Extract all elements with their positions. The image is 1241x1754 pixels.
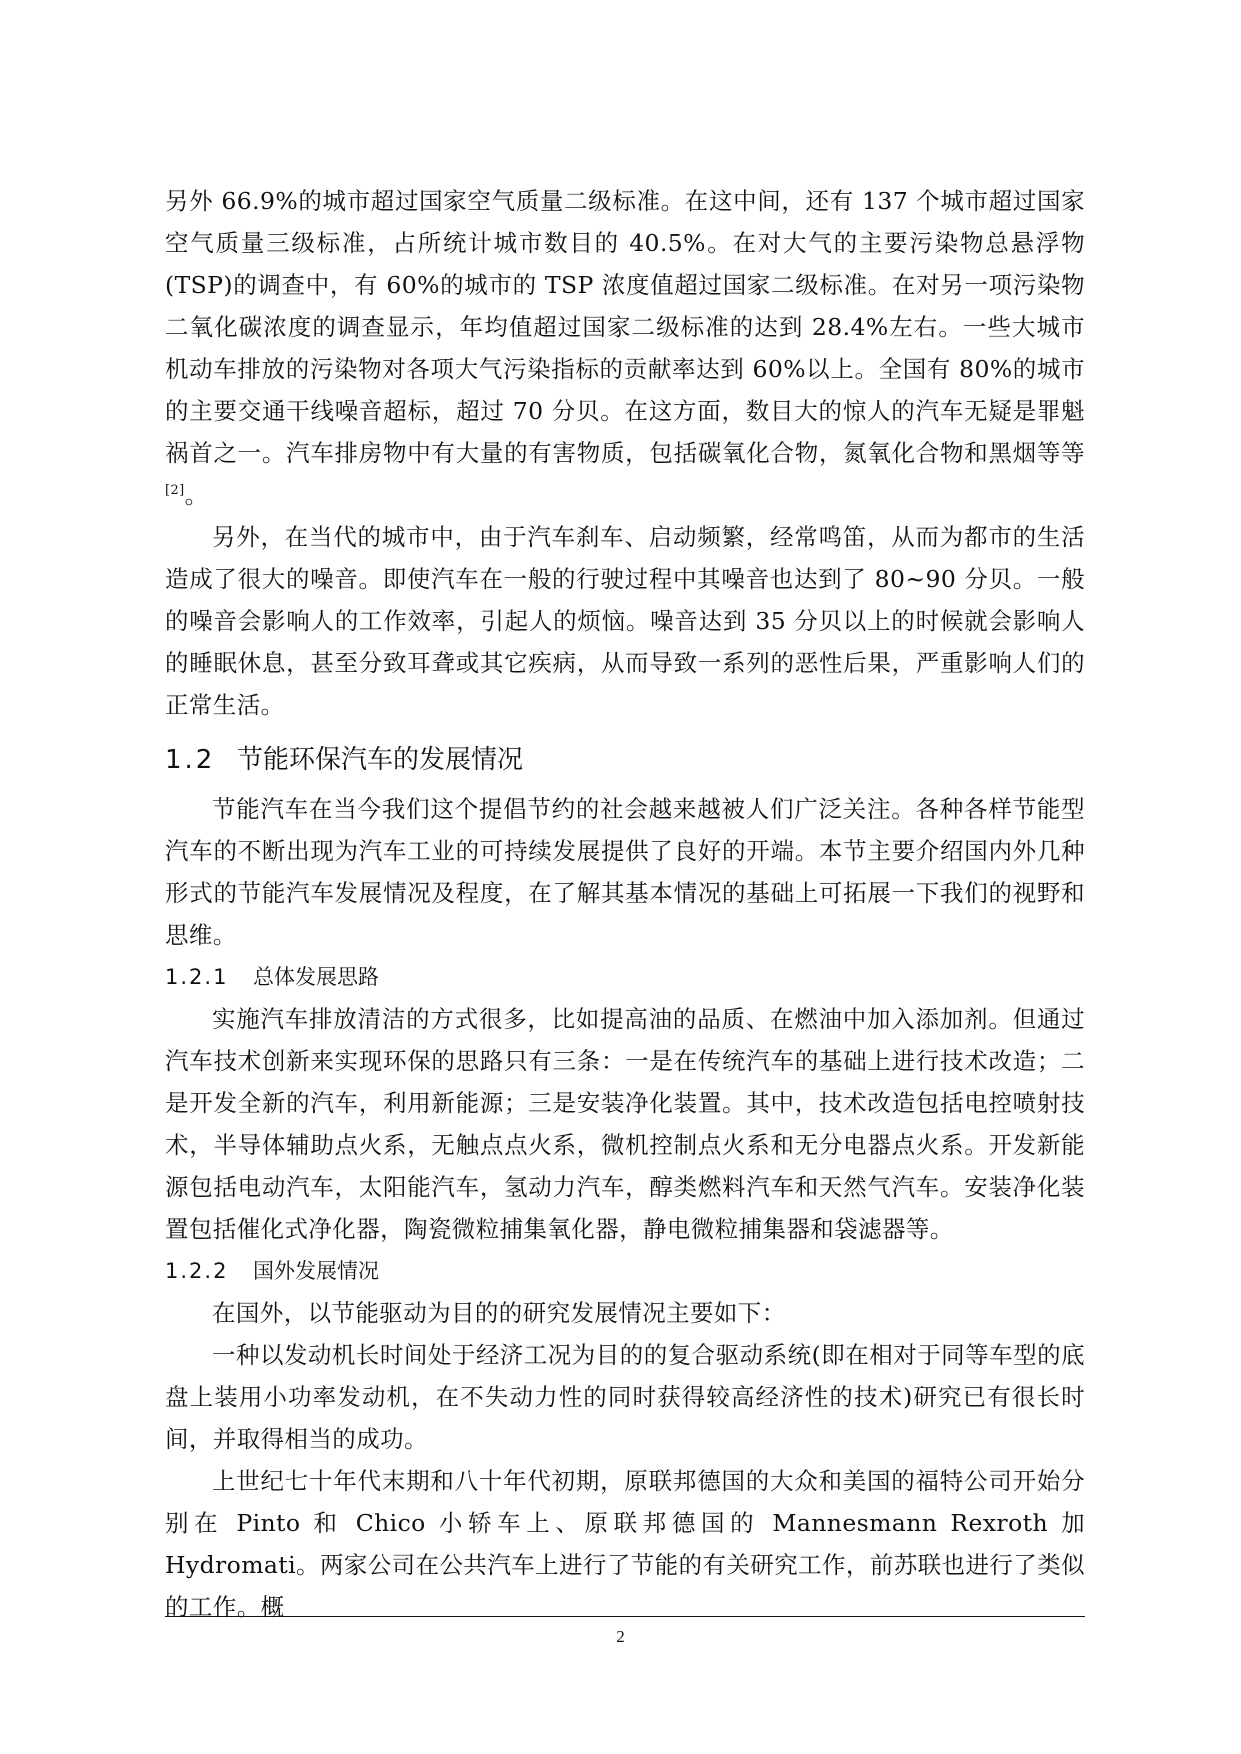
section-title: 总体发展思路 [253, 965, 379, 989]
paragraph-text: 另外 66.9%的城市超过国家空气质量二级标准。在这中间，还有 137 个城市超过国家空气质量三级标准，占所统计城市数目的 40.5%。在对大气的主要污染物总悬浮物(TSP)的调查中，有 60%的城市的 TSP 浓度值超过国家二级标准。在对另一项污染物二氧化碳浓度的调查显示，年均值超过国家二级标准的达到 28.4%左右。一些大城市机动车排放的污染物对各项大气污染指标的贡献率达到 60%以上。全国有 80%的城市的主要交通干线噪音超标，超过 70 分贝。在这方面，数目大的惊人的汽车无疑是罪魁祸首之一。汽车排房物中有大量的有害物质，包括碳氧化合物，氮氧化合物和黑烟等等 [165, 187, 1085, 467]
paragraph-hybrid-drive: 一种以发动机长时间处于经济工况为目的的复合驱动系统(即在相对于同等车型的底盘上装用小功率发动机，在不失动力性的同时获得较高经济性的技术)研究已有很长时间，并取得相当的成功。 [165, 1341, 1085, 1453]
section-number: 1.2.2 [165, 1259, 229, 1283]
page-number: 2 [616, 1627, 625, 1646]
citation-superscript: [2] [165, 483, 185, 499]
paragraph-foreign-intro: 在国外，以节能驱动为目的的研究发展情况主要如下： [212, 1299, 786, 1327]
paragraph-noise: 另外，在当代的城市中，由于汽车刹车、启动频繁，经常鸣笛，从而为都市的生活造成了很大的噪音。即使汽车在一般的行驶过程中其噪音也达到了 80~90 分贝。一般的噪音会影响人的工作效率，引起人的烦恼。噪音达到 35 分贝以上的时候就会影响人的睡眠休息，甚至分致耳聋或其它疾病，从而导致一系列的恶性后果，严重影响人们的正常生活。 [165, 523, 1085, 719]
section-heading-1-2-1 [165, 956, 1085, 998]
footer-divider [165, 1616, 1085, 1617]
section-number: 1.2 [165, 745, 216, 775]
section-heading-1-2-2 [165, 1250, 1085, 1292]
section-title: 节能环保汽车的发展情况 [237, 745, 524, 775]
paragraph-energy-saving-intro: 节能汽车在当今我们这个提倡节约的社会越来越被人们广泛关注。各种各样节能型汽车的不断出现为汽车工业的可持续发展提供了良好的开端。本节主要介绍国内外几种形式的节能汽车发展情况及程度，在了解其基本情况的基础上可拓展一下我们的视野和思维。 [165, 795, 1085, 949]
section-number: 1.2.1 [165, 965, 229, 989]
section-title: 国外发展情况 [253, 1259, 379, 1283]
paragraph-history: 上世纪七十年代末期和八十年代初期，原联邦德国的大众和美国的福特公司开始分别在 Pinto 和 Chico 小轿车上、原联邦德国的 Mannesmann Rexroth 加 Hydromati。两家公司在公共汽车上进行了节能的有关研究工作，前苏联也进行了类似的工作。概 [165, 1467, 1085, 1621]
document-body [165, 180, 1085, 1628]
paragraph-air-quality [165, 180, 1085, 516]
paragraph-overall-approach: 实施汽车排放清洁的方式很多，比如提高油的品质、在燃油中加入添加剂。但通过汽车技术创新来实现环保的思路只有三条：一是在传统汽车的基础上进行技术改造；二是开发全新的汽车，利用新能源；三是安装净化装置。其中，技术改造包括电控喷射技术，半导体辅助点火系，无触点点火系，微机控制点火系和无分电器点火系。开发新能源包括电动汽车，太阳能汽车，氢动力汽车，醇类燃料汽车和天然气汽车。安装净化装置包括催化式净化器，陶瓷微粒捕集氧化器，静电微粒捕集器和袋滤器等。 [165, 1005, 1085, 1243]
section-heading-1-2 [165, 738, 1085, 782]
paragraph-end-punct: 。 [184, 481, 209, 509]
